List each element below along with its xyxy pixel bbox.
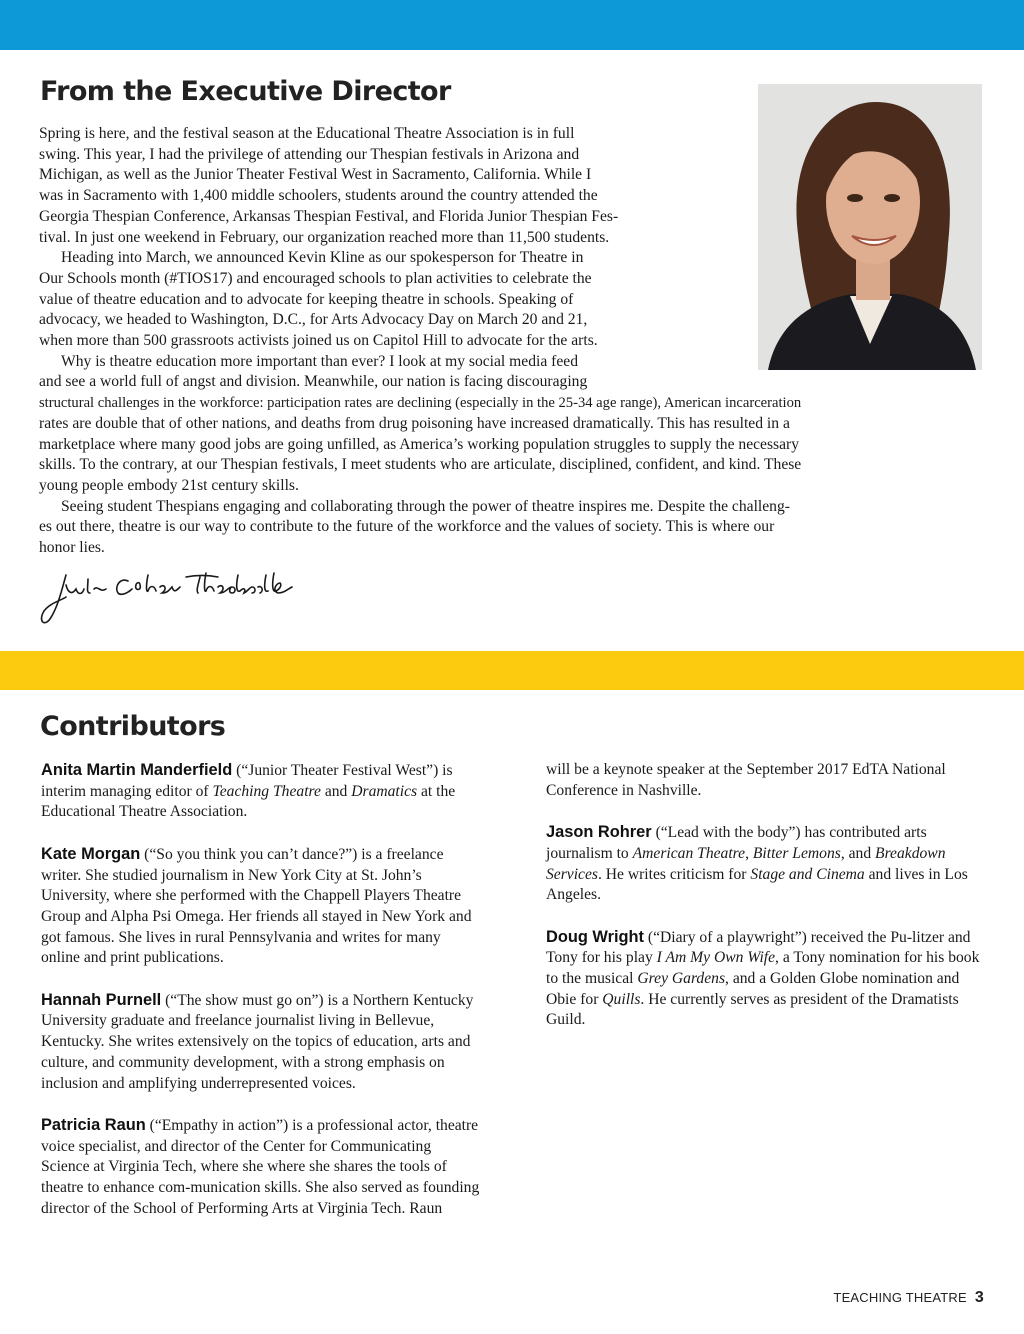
bio-text: , a Tony nomination for his book to the musical	[546, 949, 980, 987]
contributor-bio-continued: will be a keynote speaker at the September 2017 EdTA National Conference in Nashville.	[546, 761, 946, 799]
bio-text: . He writes criticism for	[597, 865, 751, 883]
bio-text: and lives in Los Angeles.	[546, 865, 968, 904]
section-title: From the Executive Director	[40, 76, 451, 107]
contributor-bio	[546, 822, 992, 906]
bio-italic: Breakdown Services	[546, 844, 946, 883]
letter-line: value of theatre education and to advocate for keeping theatre in schools. Speaking of	[39, 290, 574, 308]
letter-body	[39, 124, 801, 559]
bio-text: , and	[840, 844, 876, 862]
contributor-name: Doug Wright	[546, 927, 645, 946]
letter-line: tival. In just one weekend in February, our organization reached more than 11,500 students.	[39, 228, 610, 246]
letter-line: structural challenges in the workforce: participation rates are declining (especially in the 25-34 age range), American incarceration	[39, 395, 802, 412]
bio-text: and	[320, 782, 352, 800]
page-footer	[833, 1289, 984, 1307]
contributor-name: Hannah Purnell	[41, 990, 162, 1009]
contributor-bio	[546, 927, 992, 1032]
letter-line: young people embody 21st century skills.	[39, 476, 299, 494]
contributor-bio	[41, 760, 481, 823]
contributor-bio	[41, 1115, 481, 1220]
letter-line: and see a world full of angst and division. Meanwhile, our nation is facing discouraging	[39, 373, 588, 391]
contributors-title: Contributors	[40, 711, 226, 742]
contributors-right-column	[546, 760, 992, 1052]
letter-line: Spring is here, and the festival season at the Educational Theatre Association is in full	[39, 125, 575, 142]
letter-line: marketplace where many good jobs are going unfilled, as America’s working population struggles to supply the necessary	[39, 435, 800, 453]
letter-line: rates are double that of other nations, and deaths from drug poisoning have increased dramatically. This has resulted in a	[39, 414, 790, 432]
letter-line: was in Sacramento with 1,400 middle schoolers, students around the country attended the	[39, 187, 598, 205]
contributor-name: Patricia Raun	[41, 1115, 146, 1134]
bio-text: , and a Golden Globe nomination and Obie for	[546, 970, 960, 1008]
letter-line: Why is theatre education more important than ever? I look at my social media feed	[61, 352, 578, 370]
bio-text: at the Educational Theatre Association.	[41, 782, 456, 821]
letter-line: Michigan, as well as the Junior Theater Festival West in Sacramento, California. While I	[39, 166, 592, 184]
bio-italic: Grey Gardens	[637, 970, 726, 987]
letter-line: honor lies.	[39, 539, 105, 557]
bio-italic: I Am My Own Wife	[656, 949, 776, 967]
letter-line: when more than 500 grassroots activists joined us on Capitol Hill to advocate for the arts.	[39, 332, 598, 350]
letter-line: Heading into March, we announced Kevin Kline as our spokesperson for Theatre in	[61, 249, 584, 267]
contributor-name: Jason Rohrer	[546, 823, 652, 842]
letter-line: swing. This year, I had the privilege of attending our Thespian festivals in Arizona and	[39, 145, 580, 163]
letter-line: Georgia Thespian Conference, Arkansas Thespian Festival, and Florida Junior Thespian Fes-	[39, 207, 619, 225]
contributor-bio	[41, 844, 481, 969]
bio-text: (“Lead with the body”) has contributed arts journalism to	[546, 824, 927, 862]
bio-text: (“Empathy in action”) is a professional actor, theatre voice specialist, and director of the Center for Communicating Science at Virginia Tech, where she where she shares the tools of theatre to enhance com-munication skills. She also served as founding director of the School of Performing Arts at Virginia Tech. Raun	[41, 1116, 480, 1217]
letter-line: Our Schools month (#TIOS17) and encouraged schools to plan activities to celebrate the	[39, 269, 592, 287]
contributor-name: Kate Morgan	[41, 844, 141, 863]
letter-line: es out there, theatre is our way to contribute to the future of the workforce and the values of society. This is where our	[39, 518, 775, 536]
contributor-name: Anita Martin Manderfield	[41, 761, 233, 779]
bio-text: ,	[745, 844, 753, 862]
page-number: 3	[974, 1289, 984, 1306]
bio-italic: American Theatre	[632, 844, 746, 862]
bio-text: (“The show must go on”) is a Northern Kentucky University graduate and freelance journalist living in Bellevue, Kentucky. She writes extensively on the topics of education, arts and culture, and community development, with a strong emphasis on inclusion and amplifying underrepresented voices.	[41, 991, 474, 1092]
top-color-band	[0, 0, 1024, 50]
bio-italic: Dramatics	[351, 782, 418, 800]
letter-line: skills. To the contrary, at our Thespian festivals, I meet students who are articulate, disciplined, confident, and kind. These	[39, 456, 802, 474]
bio-italic: Bitter Lemons	[752, 844, 841, 862]
bio-text: (“Diary of a playwright”) received the Pu-litzer and Tony for his play	[546, 928, 971, 967]
letter-line: Seeing student Thespians engaging and collaborating through the power of theatre inspires me. Despite the challeng-	[61, 497, 790, 515]
yellow-color-band	[0, 651, 1024, 690]
contributor-bio	[41, 990, 481, 1095]
bio-text: . He currently serves as president of the Dramatists Guild.	[546, 990, 959, 1029]
contributors-left-column	[41, 760, 481, 1240]
signature	[36, 567, 296, 629]
publication-name: TEACHING THEATRE	[833, 1290, 967, 1305]
letter-line: advocacy, we headed to Washington, D.C., for Arts Advocacy Day on March 20 and 21,	[39, 311, 588, 329]
bio-italic: Stage and Cinema	[750, 865, 865, 883]
bio-text: (“Junior Theater Festival West”) is interim managing editor of	[41, 762, 453, 800]
bio-italic: Teaching Theatre	[212, 782, 321, 800]
bio-italic: Quills	[602, 990, 641, 1008]
bio-text: (“So you think you can’t dance?”) is a freelance writer. She studied journalism in New York City at St. John’s University, where she performed with the Chappell Players Theatre Group and Alpha Psi Omega. Her friends all stayed in New York and got famous. She lives in rural Pennsylvania and writes for many online and print publications.	[41, 845, 472, 967]
